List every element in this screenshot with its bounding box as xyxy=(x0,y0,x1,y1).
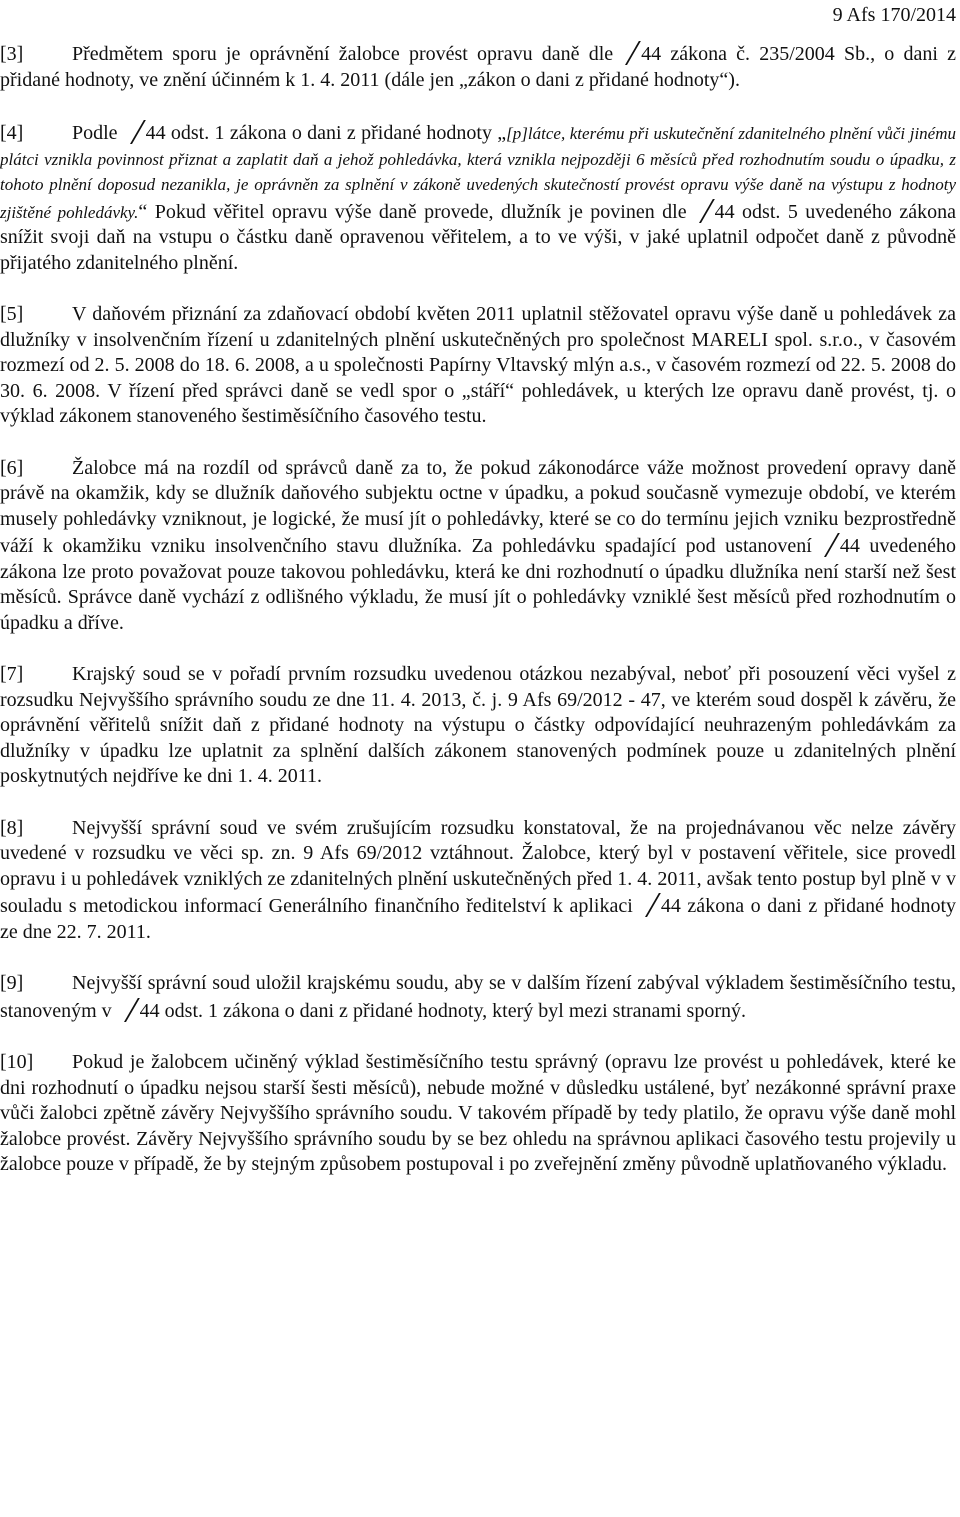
paragraph-text: 44 odst. 1 zákona o dani z přidané hodnoty „ xyxy=(145,122,507,144)
statute-quote: [p]látce, kterému při uskutečnění zdanitelného plnění vůči jinému plátci vznikla povinnost přiznat a zaplatit daň a jehož pohledávka, která vznikla nejpozději 6 měsíců před rozhodnutím soudu o úpadku, z tohoto plnění doposud nezanikla, je oprávněn za splnění v zákoně uvedených skutečností provést opravu výše daně na výstupu z hodnoty zjištěné pohledávky. xyxy=(0,124,956,222)
paragraph-4 xyxy=(0,119,956,276)
paragraph-number: [10] xyxy=(0,1051,34,1073)
paragraph-text: Žalobce má na rozdíl od správců daně za to, že pokud zákonodárce váže možnost provedení opravy daně právě na okamžik, kdy se dlužník daňového subjektu octne v úpadku, a pokud současně vymezuje období, ve kterém musely pohledávky vzniknout, je logické, že musí jít o pohledávky, které se co do termínu jejich vzniku bezprostředně váží k okamžiku vzniku insolvenčního stavu dlužníka. Za pohledávku spadající pod ustanovení xyxy=(0,456,956,557)
case-number: 9 Afs 170/2014 xyxy=(832,4,956,26)
paragraph-text: 44 uvedeného zákona lze proto považovat pouze takovou pohledávku, která ke dni rozhodnutí o úpadku dlužníka není starší než šest měsíců. Správce daně vychází z odlišného výkladu, že musí jít o pohledávky vzniklé šest měsíců před rozhodnutím o úpadku a dříve. xyxy=(0,535,956,634)
section-sign-icon xyxy=(637,892,655,916)
paragraph-text: Pokud je žalobcem učiněný výklad šestiměsíčního testu správný (opravu lze provést u pohledávek, které ke dni rozhodnutí o úpadku nejsou starší šesti měsíců), nebude možné v důsledku ustálené, byť nezákonné správní praxe vůči žalobci zpětně závěry Nejvyššího správního soudu. V takovém případě by tedy platilo, že opravu výše daně mohl žalobce provést. Závěry Nejvyššího správního soudu by se bez ohledu na správnou aplikaci časového testu projevily u žalobce pouze v případě, že by stejným způsobem postupoval i po zveřejnění změny původně uplatňovaného výkladu. xyxy=(0,1051,956,1175)
paragraph-number: [8] xyxy=(0,816,24,839)
paragraph-8 xyxy=(0,816,956,946)
paragraph-6 xyxy=(0,456,956,637)
paragraph-text: Předmětem sporu je oprávnění žalobce provést opravu daně dle xyxy=(72,43,614,65)
document-body xyxy=(0,40,956,1204)
section-sign-icon xyxy=(617,40,635,64)
paragraph-5 xyxy=(0,302,956,430)
paragraph-number: [7] xyxy=(0,663,24,685)
section-sign-icon xyxy=(122,119,140,143)
section-sign-icon xyxy=(691,198,709,222)
paragraph-number: [6] xyxy=(0,456,24,479)
paragraph-text: “ Pokud věřitel opravu výše daně provede, dlužník je povinen dle xyxy=(138,200,687,223)
paragraph-text: Nejvyšší správní soud ve svém zrušujícím rozsudku konstatoval, že na projednávanou věc nelze závěry uvedené v rozsudku ve věci sp. zn. 9 Afs 69/2012 vztáhnout. Žalobce, který byl v postavení věřitele, sice provedl opravu i u pohledávek vzniklých ze zdanitelných plnění uskutečněných před 1. 4. 2011, avšak tento postup byl plně v v souladu s metodickou informací Generálního finančního ředitelství k aplikaci xyxy=(0,816,956,917)
paragraph-number: [5] xyxy=(0,303,24,325)
paragraph-text: 44 zákona č. 235/2004 Sb., o dani z přidané hodnoty, ve znění účinném k 1. 4. 2011 (dále jen „zákon o dani z přidané hodnoty“). xyxy=(0,43,956,91)
paragraph-text: Krajský soud se v pořadí prvním rozsudku uvedenou otázkou nezabýval, neboť při posouzení věci vyšel z rozsudku Nejvyššího správního soudu ze dne 11. 4. 2013, č. j. 9 Afs 69/2012 - 47, ve kterém soud dospěl k závěru, že oprávnění věřitelů snížit daň z přidané hodnoty na výstupu o částky odpovídající neuhrazeným pohledávkám za dlužníky v úpadku lze uplatnit za splnění dalších zákonem stanovených podmínek pouze u zdanitelných plnění poskytnutých nejdříve ke dni 1. 4. 2011. xyxy=(0,663,956,787)
paragraph-text: 44 odst. 1 zákona o dani z přidané hodnoty, který byl mezi stranami sporný. xyxy=(139,999,746,1022)
paragraph-3 xyxy=(0,40,956,93)
section-sign-icon xyxy=(116,997,134,1021)
paragraph-text: 44 zákona o dani z přidané hodnoty ze dne 22. 7. 2011. xyxy=(0,895,957,943)
paragraph-text: 44 odst. 5 uvedeného zákona snížit svoji daň na vstupu o částku daně opravenou věřitelem, a to ve výši, v jaké uplatnil odpočet daně z původně přijatého zdanitelného plnění. xyxy=(0,200,956,274)
paragraph-10 xyxy=(0,1050,956,1178)
paragraph-text: Nejvyšší správní soud uložil krajskému soudu, aby se v dalším řízení zabýval výkladem šestiměsíčního testu, stanoveným v xyxy=(0,972,956,1022)
section-sign-icon xyxy=(816,532,834,556)
paragraph-text: Podle xyxy=(72,122,118,144)
paragraph-7 xyxy=(0,662,956,790)
paragraph-9 xyxy=(0,971,956,1024)
paragraph-number: [3] xyxy=(0,43,24,65)
paragraph-number: [9] xyxy=(0,972,24,994)
paragraph-number: [4] xyxy=(0,122,24,144)
paragraph-text: V daňovém přiznání za zdaňovací období květen 2011 uplatnil stěžovatel opravu výše daně u pohledávek za dlužníky v insolvenčním řízení u zdanitelných plnění uskutečněných pro společnost MARELI spol. s.r.o., v časovém rozmezí od 2. 5. 2008 do 18. 6. 2008, a u společnosti Papírny Vltavský mlýn a.s., v časovém rozmezí od 22. 5. 2008 do 30. 6. 2008. V řízení před správci daně se vedl spor o „stáří“ pohledávek, u kterých lze opravu daně provést, tj. o výklad zákonem stanoveného šestiměsíčního časového testu. xyxy=(0,303,956,427)
